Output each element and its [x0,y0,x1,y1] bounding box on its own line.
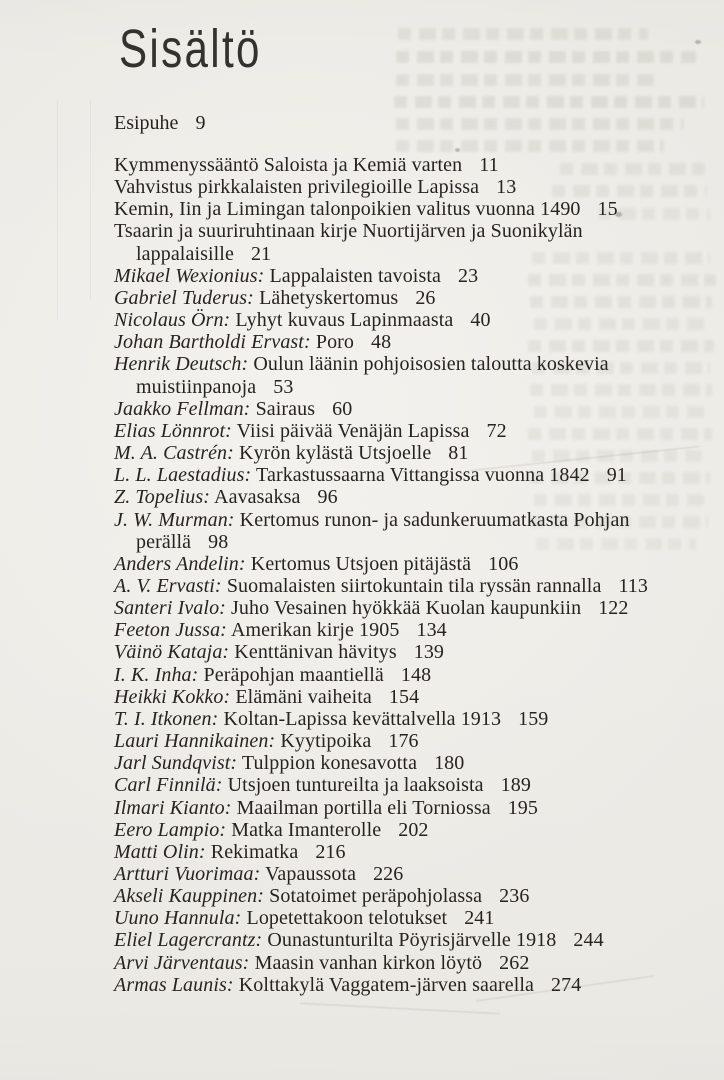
bleed-through-text-artifact [396,118,684,130]
toc-entry-line [114,907,648,929]
entry-page-number: 154 [388,685,420,708]
preface-entry [114,112,205,135]
entry-title: Amerikan kirje 1905 [230,619,400,642]
scan-speck [455,148,460,152]
toc-entry-line [114,619,648,641]
entry-title: Rekimatka [210,840,299,863]
table-of-contents [114,154,648,996]
entry-author: Väinö Kataja: [114,641,230,664]
entry-title: perällä [136,530,192,553]
entry-title: Maasin vanhan kirkon löytö [254,951,483,974]
entry-page-number: 134 [416,619,447,642]
entry-title: Kemin, Iin ja Limingan talonpoikien valitus vuonna 1490 [114,198,581,221]
entry-title: Juho Vesainen hyökkää Kuolan kaupunkiin [231,597,582,620]
entry-title: Tarkastussaarna Vittangissa vuonna 1842 [256,464,590,487]
entry-author: Heikki Kokko: [114,685,231,708]
entry-title: Sotatoimet peräpohjolassa [269,885,483,908]
entry-author: Armas Launis: [114,973,234,996]
toc-entry-line [114,353,648,375]
entry-title: Kymmenyssääntö Saloista ja Kemiä varten [114,154,463,176]
entry-page-number: 139 [413,641,445,664]
entry-author: Z. Topelius: [114,486,211,509]
entry-page-number: 195 [507,796,538,819]
bleed-through-text-artifact [396,74,658,86]
toc-entry-line [114,154,648,176]
page-title: Sisältö [119,19,262,79]
entry-page-number: 72 [486,419,507,442]
preface-page-number: 9 [195,112,206,134]
entry-title: Lappalaisten tavoista [269,264,441,287]
entry-title: lappalaisille [136,242,234,265]
toc-entry-line [114,641,648,663]
entry-page-number: 106 [488,552,519,575]
toc-entry-line [114,885,648,907]
toc-entry-line [114,730,648,752]
entry-page-number: 98 [208,530,229,553]
entry-page-number: 23 [457,264,479,287]
entry-title: Tsaarin ja suuriruhtinaan kirje Nuortijärven ja Suonikylän [114,220,583,243]
entry-author: Gabriel Tuderus: [114,286,254,309]
entry-page-number: 159 [518,707,549,730]
toc-entry-line [114,243,648,265]
entry-title: Utsjoen tuntureilta ja laaksoista [227,774,484,797]
toc-entry-line [114,398,648,420]
entry-title: Matka Imanterolle [231,818,382,841]
toc-entry-line [114,664,648,686]
toc-entry-line [114,376,648,398]
entry-author: Matti Olin: [114,840,206,863]
entry-page-number: 262 [499,951,530,974]
toc-entry-line [114,708,648,730]
toc-entry-line [114,531,648,553]
entry-page-number: 60 [332,397,353,420]
toc-entry-line [114,420,648,442]
bleed-through-text-artifact [396,140,664,152]
entry-author: Arvi Järventaus: [114,951,250,974]
entry-page-number: 274 [551,973,582,996]
bleed-through-text-artifact [394,96,704,108]
toc-entry-line [114,198,648,220]
toc-entry-line [114,220,648,242]
entry-author: Nicolaus Örn: [114,309,231,332]
entry-title: Vahvistus pirkkalaisten privilegioille Lapissa [114,176,480,199]
toc-entry-line [114,442,648,464]
toc-entry-line [114,597,648,619]
entry-page-number: 113 [618,574,648,597]
toc-entry-line [114,774,648,796]
entry-title: Viisi päivää Venäjän Lapissa [236,419,470,442]
toc-entry-line [114,974,648,996]
entry-title: Suomalaisten siirtokuntain tila ryssän rannalla [226,574,602,597]
paper-crease [300,1003,500,1014]
toc-entry-line [114,464,648,486]
entry-page-number: 189 [500,774,531,797]
toc-entry-line [114,176,648,198]
entry-title: Lyhyt kuvaus Lapinmaasta [235,309,454,332]
entry-title: Kenttänivan hävitys [234,641,397,664]
entry-page-number: 13 [496,176,517,199]
entry-title: Oulun läänin pohjoisosien taloutta koskevia [253,353,609,376]
entry-title: Kyrön kylästä Utsjoelle [239,442,432,465]
entry-author: Eero Lampio: [114,818,227,841]
entry-title: Aavasaksa [214,486,301,509]
toc-entry-line [114,686,648,708]
entry-page-number: 15 [597,198,618,221]
entry-title: Kolttakylä Vaggatem-järven saarella [238,973,534,996]
entry-author: Elias Lönnrot: [114,419,232,442]
entry-title: Vapaussota [265,863,357,885]
entry-author: Jarl Sundqvist: [114,752,238,775]
entry-title: Kertomus Utsjoen pitäjästä [250,552,472,575]
entry-page-number: 122 [598,597,629,620]
entry-title: Sairaus [255,397,316,420]
entry-title: Tulppion konesavotta [241,752,418,775]
entry-title: muistiinpanoja [136,375,257,398]
entry-page-number: 244 [573,929,604,952]
entry-page-number: 180 [434,752,465,775]
entry-page-number: 26 [415,286,436,309]
entry-page-number: 216 [315,840,346,863]
entry-page-number: 40 [470,309,491,332]
entry-author: A. V. Ervasti: [114,574,222,597]
entry-page-number: 202 [398,818,429,841]
scan-speck [695,40,701,44]
toc-entry-line [114,575,648,597]
toc-entry-line [114,929,648,951]
entry-page-number: 241 [464,907,495,930]
entry-author: Ilmari Kianto: [114,796,232,819]
toc-entry-line [114,265,648,287]
entry-page-number: 21 [250,242,272,265]
entry-page-number: 176 [388,730,419,753]
toc-entry-line [114,952,648,974]
entry-title: Poro [315,331,355,354]
entry-page-number: 91 [606,464,627,487]
entry-author: Jaakko Fellman: [114,397,251,420]
entry-author: Johan Bartholdi Ervast: [114,331,311,354]
toc-entry-line [114,287,648,309]
entry-author: Artturi Vuorimaa: [114,863,261,885]
entry-page-number: 148 [400,663,432,686]
toc-entry-line [114,509,648,531]
scan-line-artifact [90,100,91,300]
toc-entry-line [114,486,648,508]
entry-author: T. I. Itkonen: [114,707,219,730]
toc-entry-line [114,797,648,819]
bleed-through-text-artifact [398,28,648,40]
entry-page-number: 236 [499,885,530,908]
entry-author: Akseli Kauppinen: [114,885,265,908]
bleed-through-text-artifact [396,51,696,63]
entry-author: Eliel Lagercrantz: [114,929,263,952]
entry-author: Mikael Wexionius: [114,264,265,287]
entry-author: Uuno Hannula: [114,907,242,930]
entry-title: Lähetyskertomus [259,286,399,309]
entry-title: Lopetettakoon telotukset [246,907,448,930]
toc-entry-line [114,841,648,863]
entry-page-number: 81 [448,442,469,465]
toc-entry-line [114,752,648,774]
entry-author: M. A. Castrén: [114,442,234,465]
toc-entry-line [114,819,648,841]
toc-entry-line [114,863,648,885]
entry-title: Kyytipoika [280,730,372,753]
entry-page-number: 96 [317,486,338,509]
toc-entry-line [114,331,648,353]
entry-author: I. K. Inha: [114,663,199,686]
entry-page-number: 48 [371,331,392,354]
entry-title: Kertomus runon- ja sadunkeruumatkasta Pohjan [239,508,630,531]
entry-author: Henrik Deutsch: [114,353,249,376]
entry-author: Santeri Ivalo: [114,597,226,620]
toc-entry-line [114,309,648,331]
entry-title: Koltan-Lapissa kevättalvella 1913 [223,707,502,730]
preface-label: Esipuhe [114,112,179,134]
entry-title: Peräpohjan maantiellä [203,663,384,686]
entry-author: Lauri Hannikainen: [114,730,276,753]
scan-line-artifact [57,100,58,320]
entry-author: J. W. Murman: [114,508,235,531]
entry-title: Maailman portilla eli Torniossa [236,796,491,819]
entry-title: Ounastunturilta Pöyrisjärvelle 1918 [267,929,557,952]
entry-author: L. L. Laestadius: [114,464,252,487]
entry-author: Feeton Jussa: [114,619,227,642]
entry-page-number: 11 [479,154,499,176]
entry-title: Elämäni vaiheita [235,685,372,708]
entry-author: Anders Andelin: [114,552,246,575]
toc-entry-line [114,553,648,575]
entry-page-number: 226 [373,863,404,885]
entry-page-number: 53 [273,375,294,398]
entry-author: Carl Finnilä: [114,774,223,797]
